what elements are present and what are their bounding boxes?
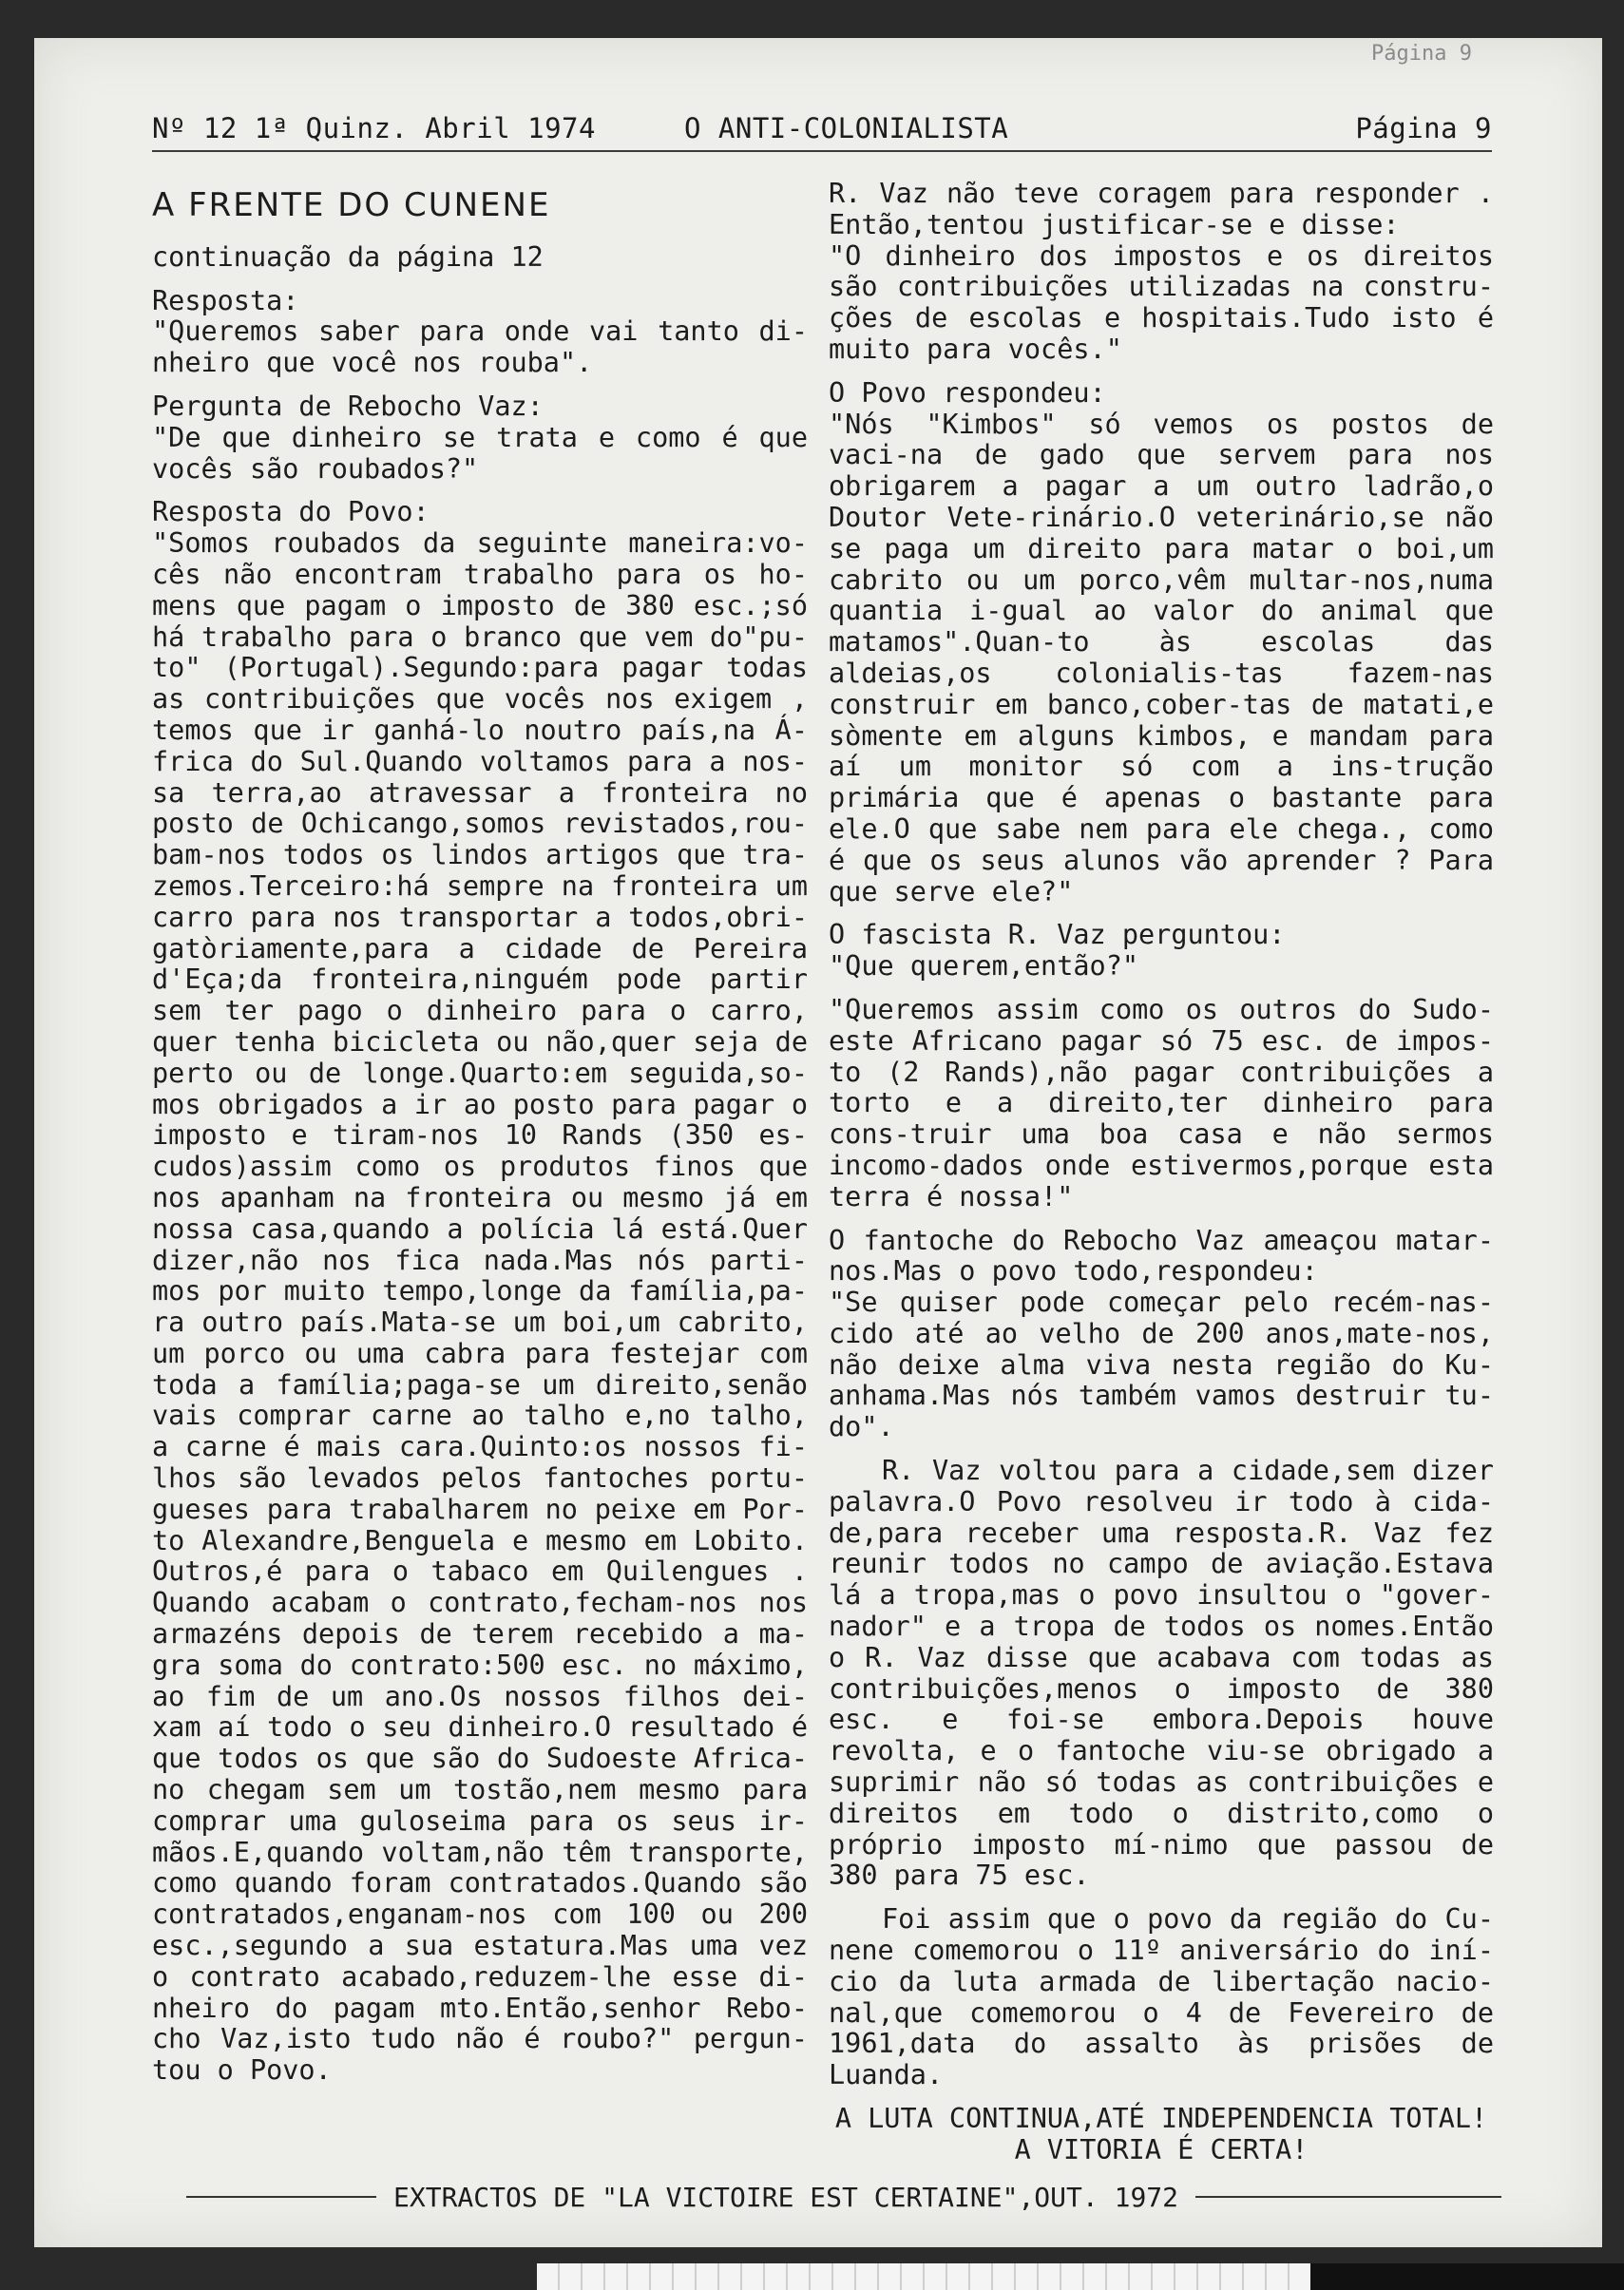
- scan-scale-bar: [537, 2263, 1624, 2290]
- continuation-note: continuação da página 12: [152, 240, 544, 273]
- paragraph: R. Vaz não teve coragem para responder . Então,tentou justificar-se e disse: "O dinheiro dos impostos e os direitos são contribuições utilizadas na constru-ções de escolas e hospitais.Tudo isto é muito para vocês.": [829, 178, 1494, 365]
- corner-page-note: Página 9: [1371, 42, 1472, 66]
- article-title: A FRENTE DO CUNENE: [152, 186, 551, 224]
- footer-rule-right: [1195, 2196, 1501, 2198]
- scale-bar-dark-segment: [1310, 2263, 1624, 2290]
- paragraph: O fantoche do Rebocho Vaz ameaçou matar-nos.Mas o povo todo,respondeu: "Se quiser pode começar pelo recém-nas-cido até ao velho de 200 anos,mate-nos, não deixe alma viva nesta região do Ku-anhama.Mas nós também vamos destruir tu-do".: [829, 1224, 1494, 1443]
- paragraph: O fascista R. Vaz perguntou: "Que querem,então?": [829, 919, 1286, 983]
- closing-slogan: A LUTA CONTINUA,ATÉ INDEPENDENCIA TOTAL! A VITORIA É CERTA!: [834, 2103, 1488, 2166]
- paragraph: Foi assim que o povo da região do Cu-nene comemorou o 11º aniversário do iní-cio da luta armada de libertação nacio-nal,que comemorou o 4 de Fevereiro de 1961,data do assalto às prisões de Luanda.: [829, 1903, 1494, 2091]
- paragraph: Resposta: "Queremos saber para onde vai tanto di-nheiro que você nos rouba".: [152, 284, 808, 379]
- paragraph: "Queremos assim como os outros do Sudo-este Africano pagar só 75 esc. de impos-to (2 Rands),não pagar contribuições a torto e a direito,ter dinheiro para cons-truir uma boa casa e não sermos incomo-dados onde estivermos,porque esta terra é nossa!": [829, 993, 1494, 1212]
- right-column: [829, 179, 1494, 2179]
- page-header: [152, 112, 1492, 160]
- footer-rule-left: [186, 2196, 376, 2198]
- source-credit: EXTRACTOS DE "LA VICTOIRE EST CERTAINE",OUT. 1972: [393, 2181, 1179, 2213]
- paragraph: R. Vaz voltou para a cidade,sem dizer palavra.O Povo resolveu ir todo à cida-de,para receber uma resposta.R. Vaz fez reunir todos no campo de aviação.Estava lá a tropa,mas o povo insultou o "gover-nador" e a tropa de todos os nomes.Então o R. Vaz disse que acabava com todas as contribuições,menos o imposto de 380 esc. e foi-se embora.Depois houve revolta, e o fantoche viu-se obrigado a suprimir não só todas as contribuições e direitos em todo o distrito,como o próprio imposto mí-nimo que passou de 380 para 75 esc.: [829, 1455, 1494, 1892]
- paragraph: O Povo respondeu: "Nós "Kimbos" só vemos os postos de vaci-na de gado que servem para nos obrigarem a pagar a um outro ladrão,o Doutor Vete-rinário.O veterinário,se não se paga um direito para matar o boi,um cabrito ou um porco,vêm multar-nos,numa quantia i-gual ao valor do animal que matamos".Quan-to às escolas das aldeias,os colonialis-tas fazem-nas construir em banco,cober-tas de matati,e sòmente em alguns kimbos, e mandam para aí um monitor só com a ins-trução primária que é apenas o bastante para ele.O que sabe nem para ele chega., como é que os seus alunos vão aprender ? Para que serve ele?": [829, 376, 1494, 907]
- publication-name: O ANTI-COLONIALISTA: [684, 112, 1009, 144]
- paragraph: Resposta do Povo: "Somos roubados da seguinte maneira:vo-cês não encontram trabalho para os ho-mens que pagam o imposto de 380 esc.;só há trabalho para o branco que vem do"pu-to" (Portugal).Segundo:para pagar todas as contribuições que vocês nos exigem , temos que ir ganhá-lo noutro país,na Á-frica do Sul.Quando voltamos para a nos-sa terra,ao atravessar a fronteira no posto de Ochicango,somos revistados,rou-bam-nos todos os lindos artigos que tra-zemos.Terceiro:há sempre na fronteira um carro para nos transportar a todos,obri-gatòriamente,para a cidade de Pereira d'Eça;da fronteira,ninguém pode partir sem ter pago o dinheiro para o carro, quer tenha bicicleta ou não,quer seja de perto ou de longe.Quarto:em seguida,so-mos obrigados a ir ao posto para pagar o imposto e tiram-nos 10 Rands (350 es-cudos)assim como os produtos finos que nos apanham na fronteira ou mesmo já em nossa casa,quando a polícia lá está.Quer dizer,não nos fica nada.Mas nós parti-mos por muito tempo,longe da família,pa-ra outro país.Mata-se um boi,um cabrito, um porco ou uma cabra para festejar com toda a família;paga-se um direito,senão vais comprar carne ao talho e,no talho, a carne é mais cara.Quinto:os nossos fi-lhos são levados pelos fantoches portu-gueses para trabalharem no peixe em Por-to Alexandre,Benguela e mesmo em Lobito. Outros,é para o tabaco em Quilengues . Quando acabam o contrato,fecham-nos nos armazéns depois de terem recebido a ma-gra soma do contrato:500 esc. no máximo, ao fim de um ano.Os nossos filhos dei-xam aí todo o seu dinheiro.O resultado é que todos os que são do Sudoeste Africa-no chegam sem um tostão,nem mesmo para comprar uma guloseima para os seus ir-mãos.E,quando voltam,não têm transporte, como quando foram contratados.Quando são contratados,enganam-nos com 100 ou 200 esc.,segundo a sua estatura.Mas uma vez o contrato acabado,reduzem-lhe esse di-nheiro do pagam mto.Então,senhor Rebo-cho Vaz,isto tudo não é roubo?" pergun-tou o Povo.: [152, 496, 808, 2087]
- page-footer: [169, 2178, 1519, 2216]
- page-number: Página 9: [1355, 112, 1492, 144]
- left-column: [152, 186, 808, 2099]
- header-divider: [152, 150, 1492, 152]
- issue-info: Nº 12 1ª Quinz. Abril 1974: [152, 112, 596, 144]
- paragraph: Pergunta de Rebocho Vaz: "De que dinheiro se trata e como é que vocês são roubados?": [152, 390, 808, 485]
